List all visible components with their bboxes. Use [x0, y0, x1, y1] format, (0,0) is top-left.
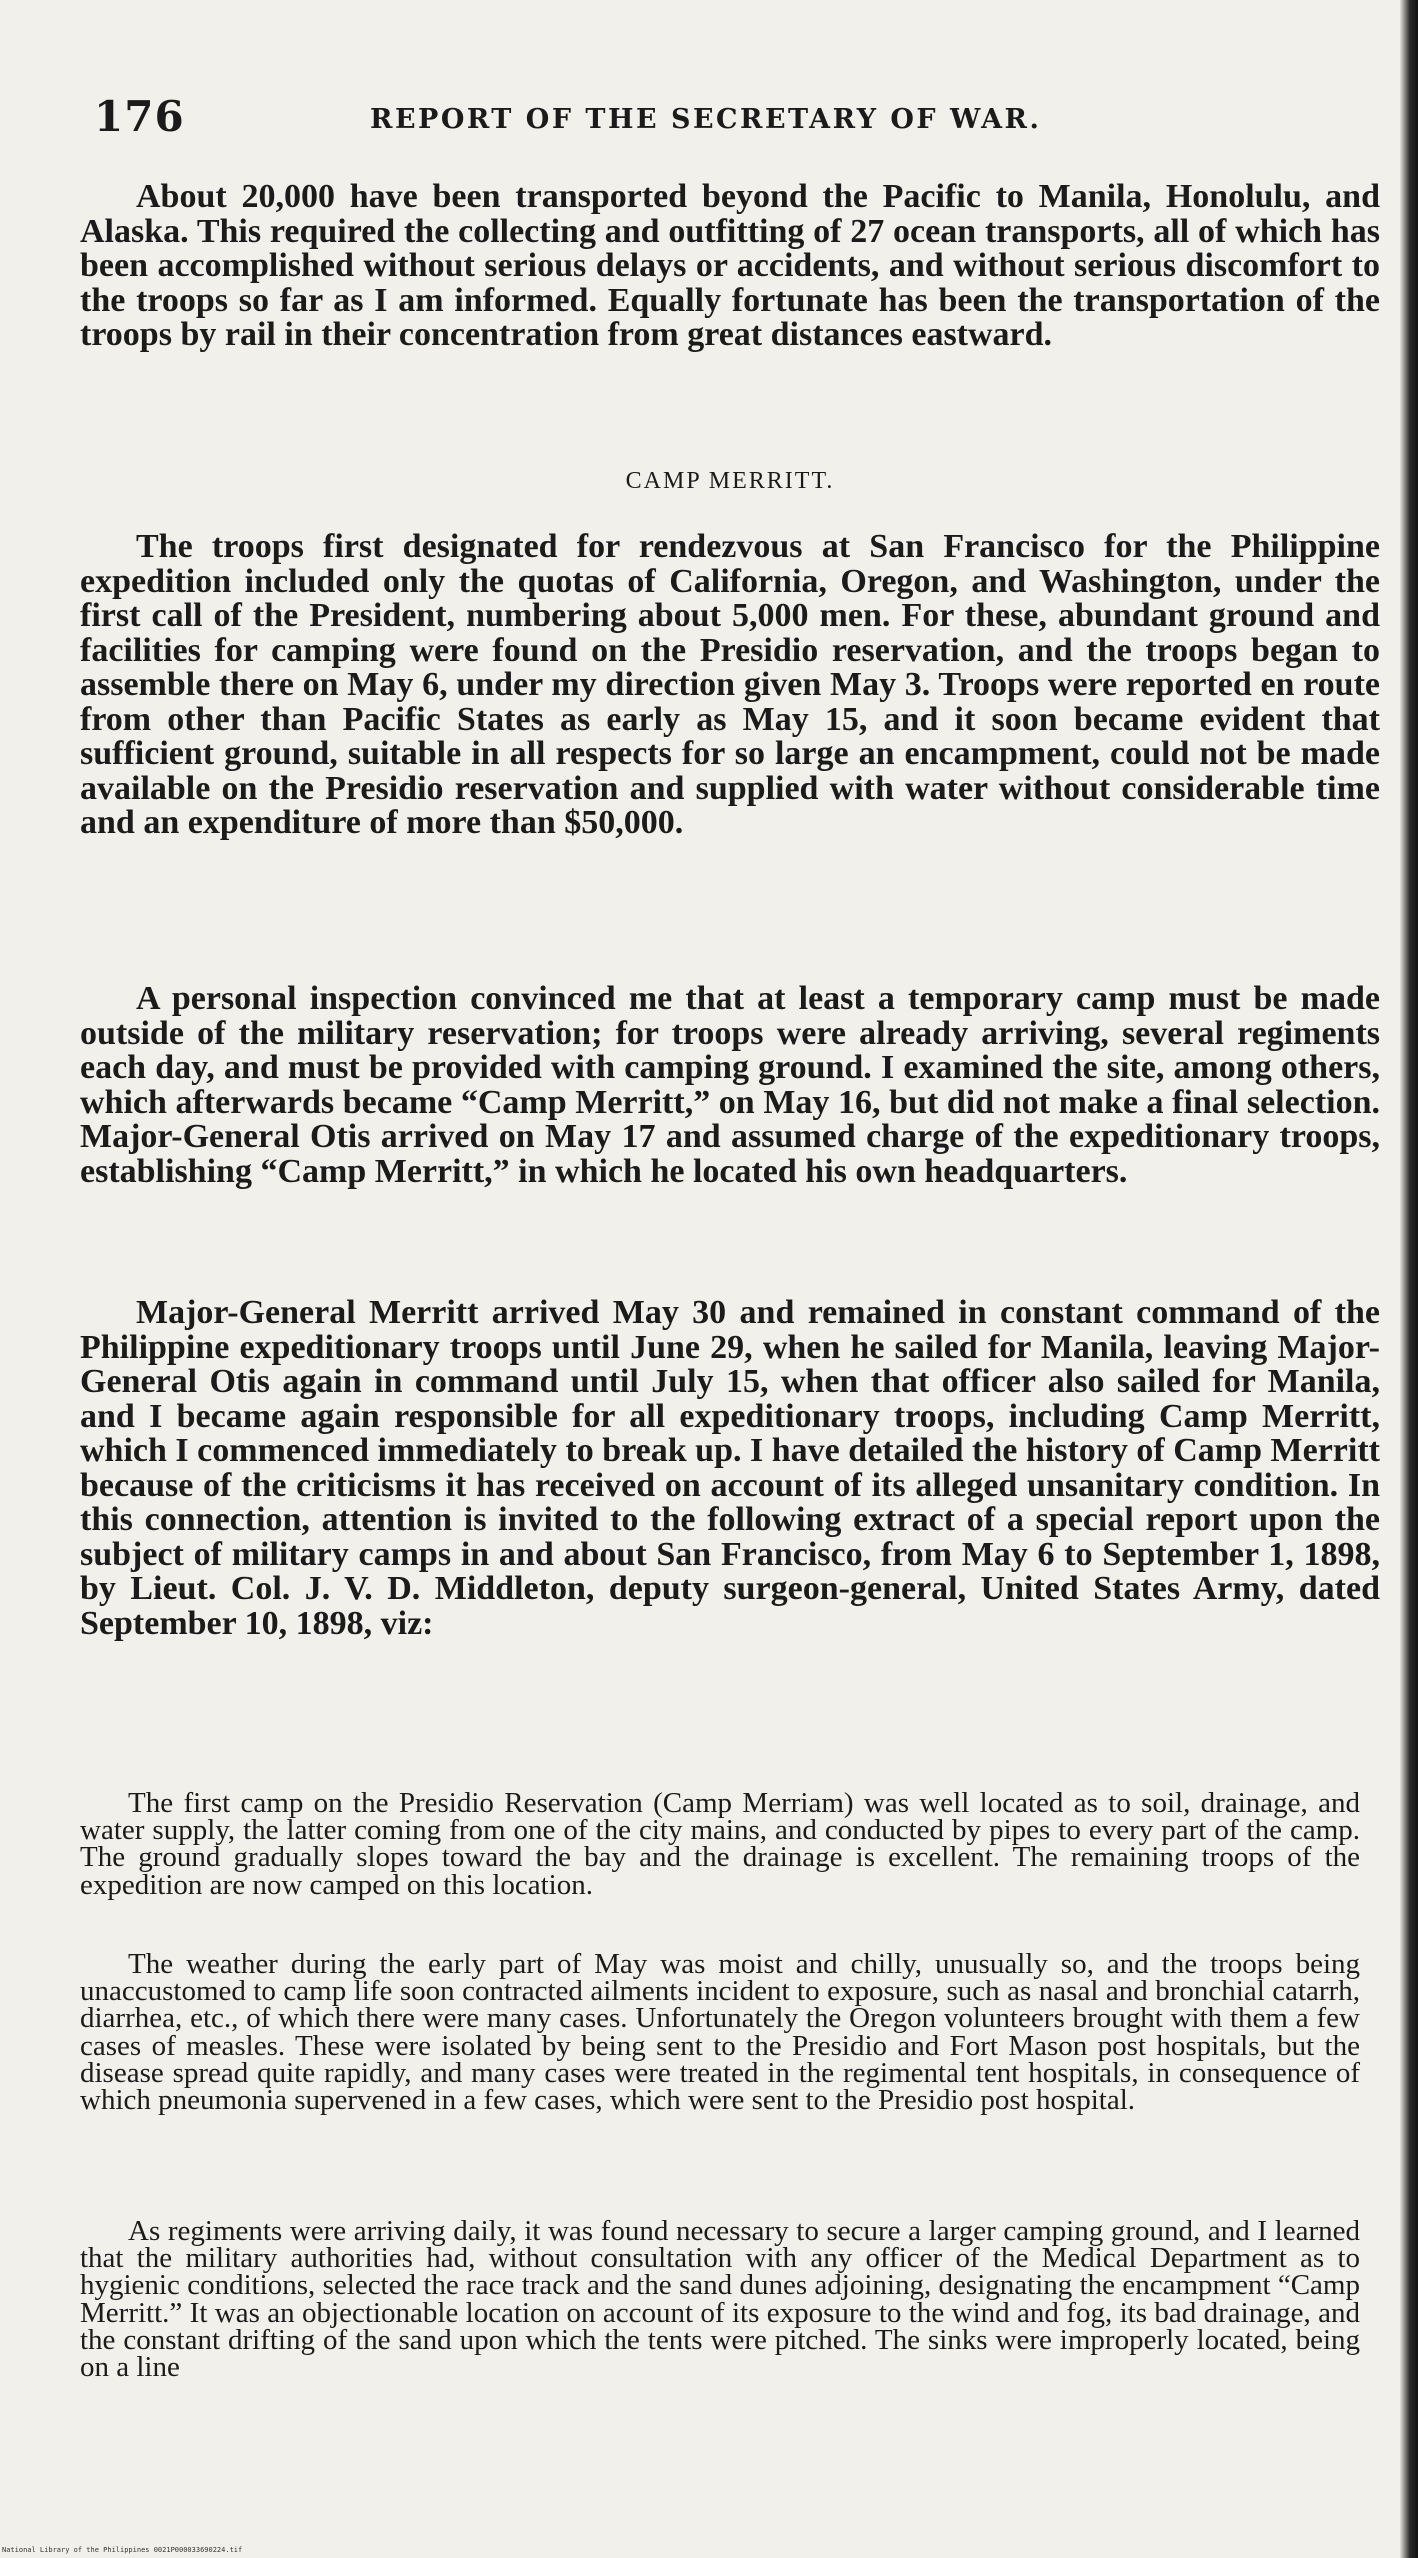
page-number: 176 — [94, 92, 185, 141]
page-header — [70, 92, 1350, 152]
page-edge-shadow — [1400, 0, 1418, 2558]
extract-paragraph-2: The weather during the early part of May was moist and chilly, unusually so, and the troops being unaccustomed to camp life soon contracted ailments incident to exposure, such as nasal and bronchial catarrh, diarrhea, etc., of which there were many cases. Unfortunately the Oregon volunteers brought with them a few cases of measles. These were isolated by being sent to the Presidio and Fort Mason post hospitals, but the disease spread quite rapidly, and many cases were treated in the regimental tent hospitals, in consequence of which pneumonia supervened in a few cases, which were sent to the Presidio post hospital. — [80, 1948, 1360, 2117]
extract-paragraph-1: The first camp on the Presidio Reservation (Camp Merriam) was well located as to soil, drainage, and water supply, the latter coming from one of the city mains, and conducted by pipes to every part of the camp. The ground gradually slopes toward the bay and the drainage is excellent. The remaining troops of the expedition are now camped on this location. — [80, 1787, 1360, 1901]
camp-paragraph-3: Major-General Merritt arrived May 30 and remained in constant command of the Philippine expeditionary troops until June 29, when he sailed for Manila, leaving Major-General Otis again in command until July 15, when that officer also sailed for Manila, and I became again responsible for all expeditionary troops, including Camp Merritt, which I commenced immediately to break up. I have detailed the history of Camp Merritt because of the criticisms it has received on account of its alleged unsanitary condition. In this connection, attention is invited to the following extract of a special report upon the subject of military camps in and about San Francisco, from May 6 to September 1, 1898, by Lieut. Col. J. V. D. Middleton, deputy surgeon-general, United States Army, dated September 10, 1898, viz: — [80, 1294, 1380, 1642]
scan-footer: National Library of the Philippines 0021P000033690224.tif — [2, 2546, 243, 2554]
extract-paragraph-3: As regiments were arriving daily, it was found necessary to secure a larger camping ground, and I learned that the military authorities had, without consultation with any officer of the Medical Department as to hygienic conditions, selected the race track and the sand dunes adjoining, designating the encampment “Camp Merritt.” It was an objectionable location on account of its exposure to the wind and fog, its bad drainage, and the constant drifting of the sand upon which the tents were pitched. The sinks were improperly located, being on a line — [80, 2215, 1360, 2384]
camp-paragraph-2: A personal inspection convinced me that at least a temporary camp must be made outside of the military reservation; for troops were already arriving, several regiments each day, and must be provided with camping ground. I examined the site, among others, which afterwards became “Camp Merritt,” on May 16, but did not make a final selection. Major-General Otis arrived on May 17 and assumed charge of the expeditionary troops, establishing “Camp Merritt,” in which he located his own headquarters. — [80, 980, 1380, 1190]
section-heading: CAMP MERRITT. — [625, 468, 835, 494]
running-head: REPORT OF THE SECRETARY OF WAR. — [370, 104, 1042, 135]
camp-paragraph-1: The troops first designated for rendezvous at San Francisco for the Philippine expedition included only the quotas of California, Oregon, and Washington, under the first call of the President, numbering about 5,000 men. For these, abundant ground and facilities for camping were found on the Presidio reservation, and the troops began to assemble there on May 6, under my direction given May 3. Troops were reported en route from other than Pacific States as early as May 15, and it soon became evident that sufficient ground, suitable in all respects for so large an encampment, could not be made available on the Presidio reservation and supplied with water without considerable time and an expenditure of more than $50,000. — [80, 528, 1380, 841]
intro-paragraph: About 20,000 have been transported beyond the Pacific to Manila, Honolulu, and Alaska. This required the collecting and outfitting of 27 ocean transports, all of which has been accomplished without serious delays or accidents, and without serious discomfort to the troops so far as I am informed. Equally fortunate has been the transportation of the troops by rail in their concentration from great distances eastward. — [80, 178, 1380, 353]
